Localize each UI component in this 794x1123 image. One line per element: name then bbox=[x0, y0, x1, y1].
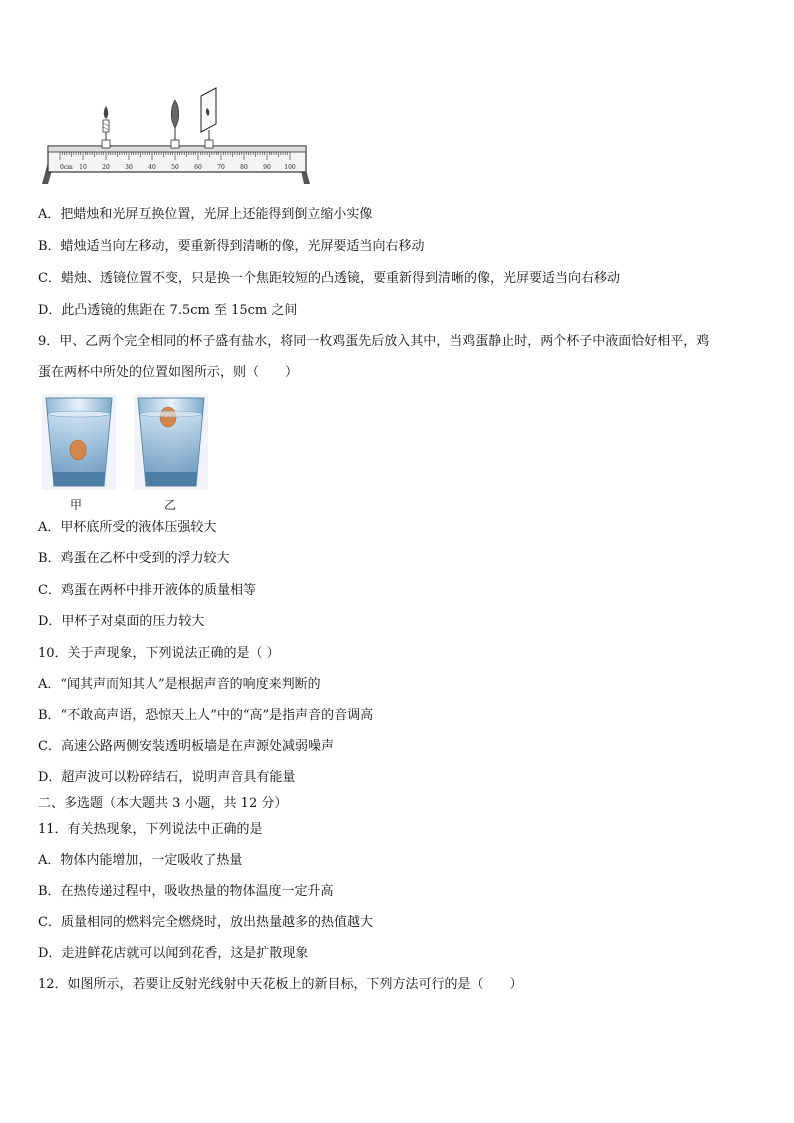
q11-option-b: B．在热传递过程中，吸收热量的物体温度一定升高 bbox=[38, 884, 334, 899]
q10-option-a: A．“闻其声而知其人”是根据声音的响度来判断的 bbox=[38, 677, 321, 692]
q11-option-d: D．走进鲜花店就可以闻到花香，这是扩散现象 bbox=[38, 946, 309, 961]
scale-label: 70 bbox=[217, 164, 225, 171]
q9-option-d: D．甲杯子对桌面的压力较大 bbox=[38, 614, 205, 629]
cup-label-yi: 乙 bbox=[164, 498, 177, 512]
q10-option-c: C．高速公路两侧安装透明板墙是在声源处减弱噪声 bbox=[38, 739, 334, 754]
q8-option-c: C．蜡烛、透镜位置不变，只是换一个焦距较短的凸透镜，要重新得到清晰的像，光屏要适当向右移动 bbox=[38, 271, 620, 286]
cup-label-jia: 甲 bbox=[70, 498, 83, 512]
scale-label: 90 bbox=[263, 164, 271, 171]
q11-option-c: C．质量相同的燃料完全燃烧时，放出热量越多的热值越大 bbox=[38, 915, 373, 930]
q10-option-b: B．“不敢高声语，恐惊天上人”中的“高”是指声音的音调高 bbox=[38, 708, 374, 723]
optical-bench-figure bbox=[38, 86, 318, 190]
scale-label: 100 bbox=[284, 164, 296, 171]
scale-label: 30 bbox=[125, 164, 133, 171]
q8-option-d: D．此凸透镜的焦距在 7.5cm 至 15cm 之间 bbox=[38, 303, 298, 318]
q11-stem: 11．有关热现象，下列说法中正确的是 bbox=[38, 822, 263, 837]
convex-lens bbox=[171, 100, 179, 148]
scale-label: 50 bbox=[171, 164, 179, 171]
flame-icon bbox=[104, 106, 109, 119]
q10-stem: 10．关于声现象，下列说法正确的是（ ） bbox=[38, 646, 280, 661]
q9-stem-line1: 9．甲、乙两个完全相同的杯子盛有盐水，将同一枚鸡蛋先后放入其中，当鸡蛋静止时，两个杯子中液面恰好相平，鸡 bbox=[38, 334, 710, 349]
q8-option-a: A．把蜡烛和光屏互换位置，光屏上还能得到倒立缩小实像 bbox=[38, 207, 373, 222]
q9-option-b: B．鸡蛋在乙杯中受到的浮力较大 bbox=[38, 551, 230, 566]
scale-label: 40 bbox=[148, 164, 156, 171]
q9-option-a: A．甲杯底所受的液体压强较大 bbox=[38, 520, 217, 535]
scale-label: 10 bbox=[79, 164, 87, 171]
section-heading: 二、多选题（本大题共 3 小题，共 12 分） bbox=[38, 796, 288, 811]
scale-label: 0cm bbox=[60, 164, 73, 171]
cup-jia-figure bbox=[42, 394, 116, 490]
q9-option-c: C．鸡蛋在两杯中排开液体的质量相等 bbox=[38, 583, 256, 598]
scale-label: 80 bbox=[240, 164, 248, 171]
candle bbox=[102, 106, 110, 148]
egg-icon bbox=[70, 440, 86, 460]
cup-yi-figure bbox=[134, 394, 208, 490]
q8-option-b: B．蜡烛适当向左移动，要重新得到清晰的像，光屏要适当向右移动 bbox=[38, 239, 425, 254]
q12-stem: 12．如图所示，若要让反射光线射中天花板上的新目标，下列方法可行的是（ ） bbox=[38, 977, 523, 992]
q11-option-a: A．物体内能增加，一定吸收了热量 bbox=[38, 853, 243, 868]
light-screen bbox=[201, 88, 216, 148]
q10-option-d: D．超声波可以粉碎结石，说明声音具有能量 bbox=[38, 770, 296, 785]
q9-stem-line2: 蛋在两杯中所处的位置如图所示，则（ ） bbox=[38, 365, 299, 380]
scale-label: 20 bbox=[102, 164, 110, 171]
scale-label: 60 bbox=[194, 164, 202, 171]
